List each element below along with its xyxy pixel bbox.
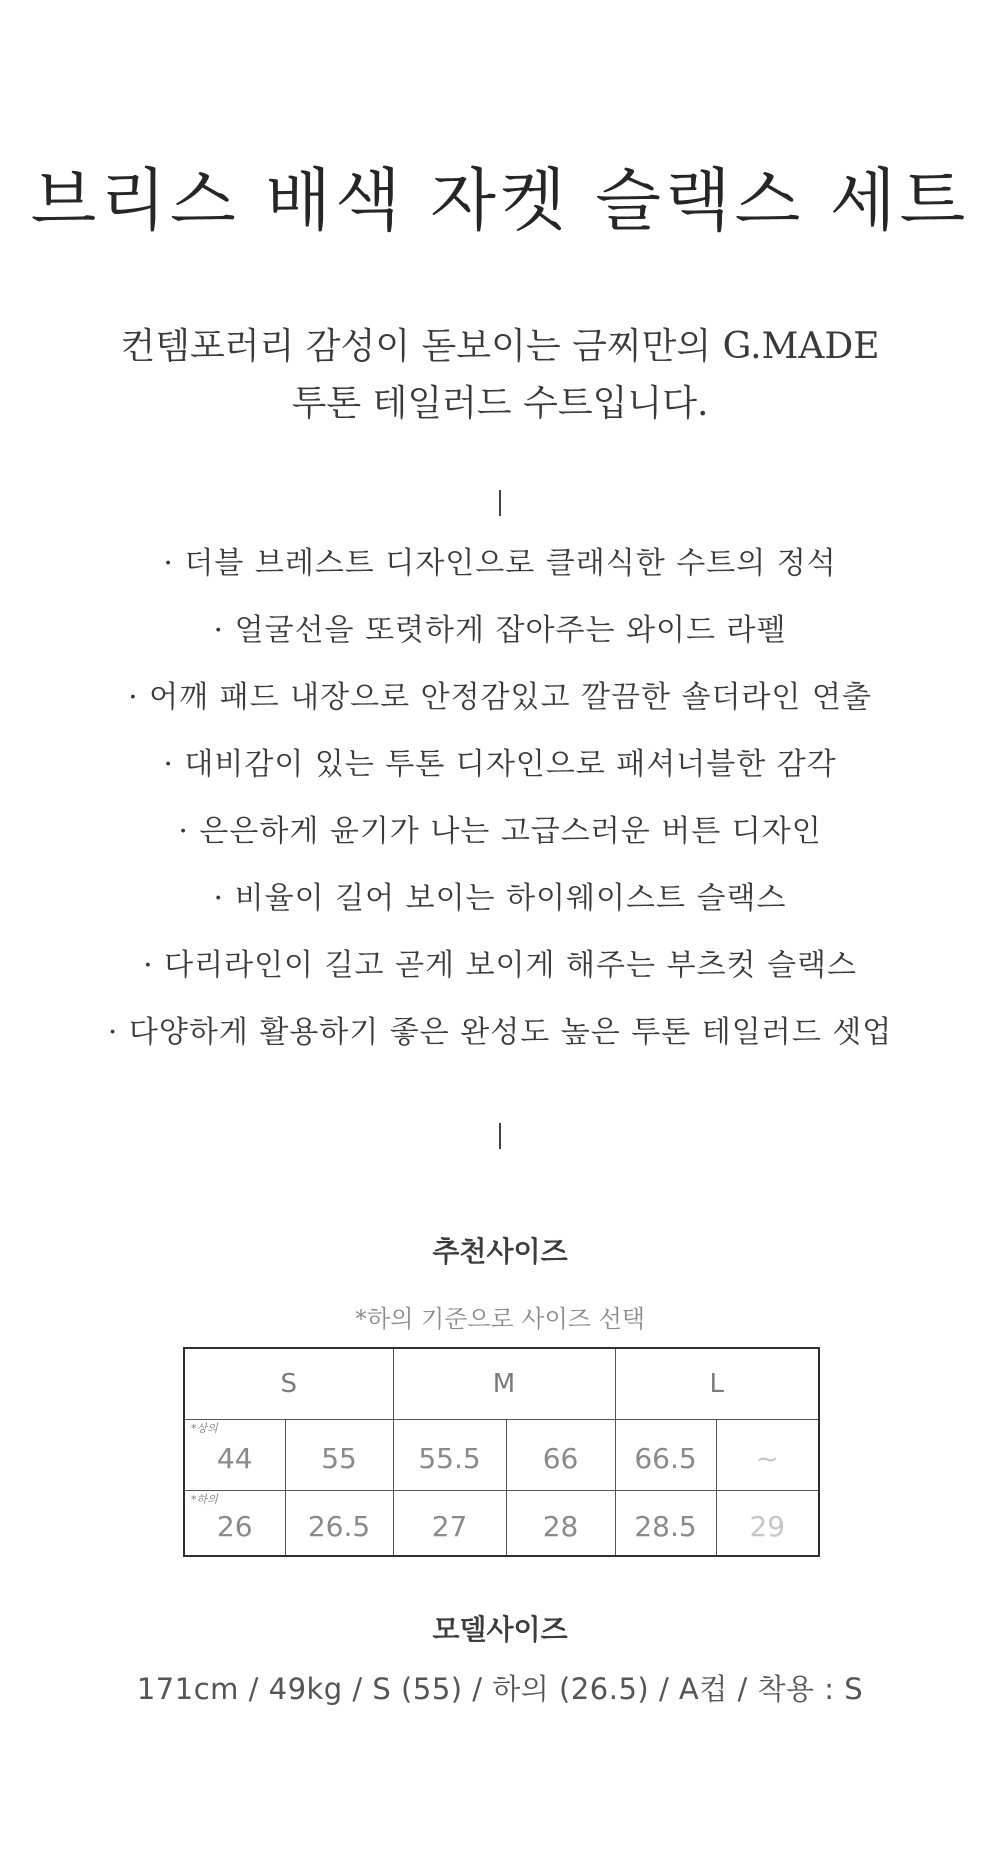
intro-line: 컨템포러리 감성이 돋보이는 금찌만의 G.MADE: [120, 326, 880, 367]
size-guide-heading: 추천사이즈: [432, 1235, 568, 1268]
size-cell: 27: [393, 1491, 506, 1557]
size-cell: 28: [506, 1491, 615, 1557]
size-header-l: L: [615, 1348, 819, 1420]
size-table: [183, 1347, 820, 1557]
product-intro: [0, 318, 1000, 432]
vertical-divider: [499, 1123, 501, 1149]
size-cell: [184, 1491, 285, 1557]
size-value: 44: [216, 1441, 253, 1475]
size-cell: 28.5: [615, 1491, 716, 1557]
feature-item: · 더블 브레스트 디자인으로 클래식한 수트의 정석: [163, 546, 837, 581]
vertical-divider: [499, 490, 501, 516]
size-cell: ~: [716, 1420, 819, 1491]
product-title: 브리스 배색 자켓 슬랙스 세트: [30, 162, 970, 241]
size-cell: 26.5: [285, 1491, 393, 1557]
size-cell: 66.5: [615, 1420, 716, 1491]
feature-item: · 다리라인이 길고 곧게 보이게 해주는 부츠컷 슬랙스: [143, 948, 857, 983]
size-guide-note: *하의 기준으로 사이즈 선택: [355, 1305, 645, 1333]
bottom-row-label: *하의: [191, 1493, 218, 1506]
model-size-spec: 171cm / 49kg / S (55) / 하의 (26.5) / A컵 / 착용 : S: [136, 1672, 864, 1706]
size-cell: 66: [506, 1420, 615, 1491]
intro-line: 투톤 테일러드 수트입니다.: [291, 383, 709, 424]
size-cell: 55.5: [393, 1420, 506, 1491]
feature-item: · 비율이 길어 보이는 하이웨이스트 슬랙스: [213, 881, 787, 916]
top-row-label: *상의: [191, 1422, 218, 1435]
size-value: 26: [216, 1509, 253, 1543]
size-cell: [184, 1420, 285, 1491]
feature-item: · 얼굴선을 또렷하게 잡아주는 와이드 라펠: [213, 613, 787, 648]
feature-item: · 다양하게 활용하기 좋은 완성도 높은 투톤 테일러드 셋업: [107, 1015, 893, 1050]
feature-item: · 대비감이 있는 투톤 디자인으로 패셔너블한 감각: [163, 747, 837, 782]
table-row-bottom: [184, 1491, 819, 1557]
table-row-top: [184, 1420, 819, 1491]
feature-list: [0, 540, 1000, 1076]
size-header-m: M: [393, 1348, 615, 1420]
size-cell: 29: [716, 1491, 819, 1557]
size-cell: 55: [285, 1420, 393, 1491]
feature-item: · 어깨 패드 내장으로 안정감있고 깔끔한 숄더라인 연출: [128, 680, 872, 715]
feature-item: · 은은하게 윤기가 나는 고급스러운 버튼 디자인: [178, 814, 822, 849]
size-header-s: S: [184, 1348, 393, 1420]
model-size-heading: 모델사이즈: [432, 1613, 568, 1646]
